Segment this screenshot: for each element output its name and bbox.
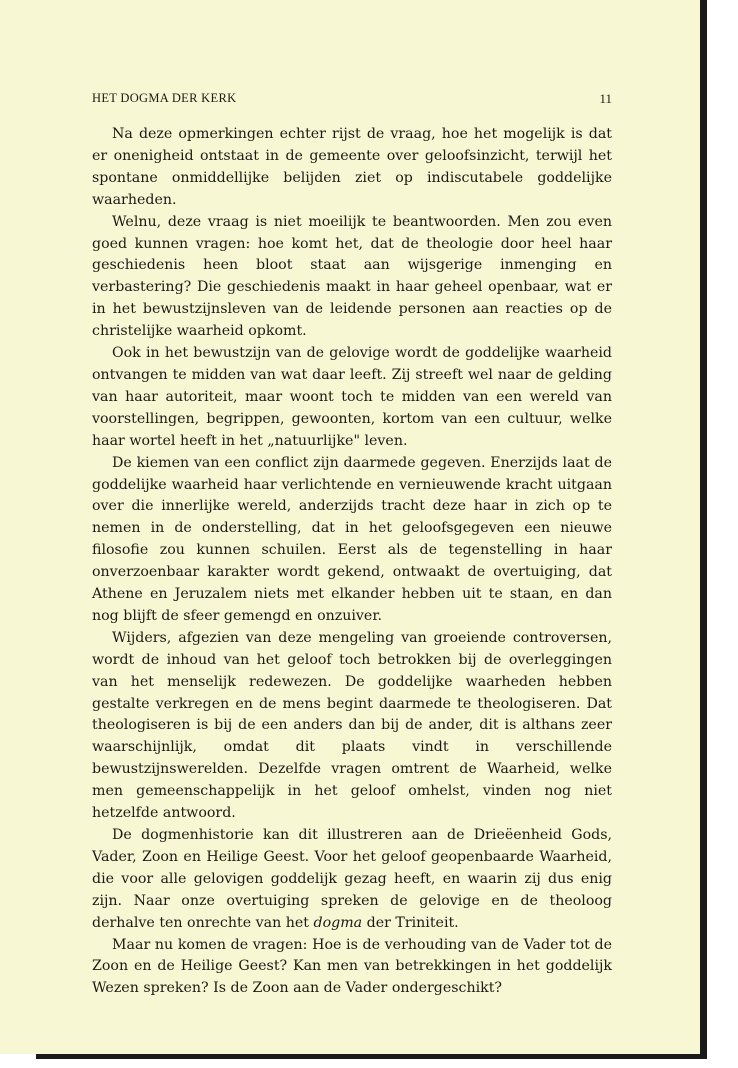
paragraph: Wijders, afgezien van deze mengeling van groeiende controversen, wordt de inhoud van het geloof toch betrokken bij de overleggingen van het menselijk redewezen. De goddelijke waarheden hebben gestalte verkregen en de mens begint daarmede te theologiseren. Dat theologiseren is bij de een anders dan bij de ander, dit is althans zeer waarschijnlijk, omdat dit plaats vindt in verschillende bewustzijnswerelden. Dezelfde vragen omtrent de Waarheid, welke men gemeenschappelijk in het geloof omhelst, vinden nog niet hetzelfde antwoord. (92, 629, 612, 822)
paragraph: Ook in het bewustzijn van de gelovige wordt de goddelijke waarheid ontvangen te midden van wat daar leeft. Zij streeft wel naar de gelding van haar autoriteit, maar woont toch te midden van een wereld van voorstellingen, begrippen, gewoonten, kortom van een cultuur, welke haar wortel heeft in het „natuurlijke" leven. (92, 345, 612, 449)
paragraph-trinity (92, 825, 612, 935)
paragraph: Maar nu komen de vragen: Hoe is de verhouding van de Vader tot de Zoon en de Heilige Geest? Kan men van betrekkingen in het goddelijk Wezen spreken? Is de Zoon aan de Vader ondergeschikt? (92, 936, 612, 997)
scan-right-edge (700, 0, 738, 1068)
paragraph: De kiemen van een conflict zijn daarmede gegeven. Enerzijds laat de goddelijke waarheid haar verlichtende en vernieuwende kracht uitgaan over die innerlijke wereld, anderzijds tracht deze haar in zich op te nemen in de onderstelling, dat in het geloofsgegeven een nieuwe filosofie zou kunnen schuilen. Eerst als de tegenstelling in haar onverzoenbaar karakter wordt gekend, ontwaakt de overtuiging, dat Athene en Jeruzalem niets met elkander hebben uit te staan, en dan nog blijft de sfeer gemengd en onzuiver. (92, 454, 612, 624)
body-text (92, 124, 612, 1000)
page-number: 11 (599, 91, 612, 106)
paragraph-trinity-end: der Triniteit. (362, 914, 459, 931)
paragraph: Na deze opmerkingen echter rijst de vraag, hoe het mogelijk is dat er onenigheid ontstaat in de gemeente over geloofsinzicht, terwijl het spontane onmiddellijke belijden ziet op indiscutabele goddelijke waarheden. (92, 126, 612, 208)
running-title: HET DOGMA DER KERK (92, 91, 237, 105)
paragraph: Welnu, deze vraag is niet moeilijk te beantwoorden. Men zou even goed kunnen vragen: hoe komt het, dat de theologie door heel haar geschiedenis heen bloot staat aan wijsgerige inmenging en verbastering? Die geschiedenis maakt in haar geheel openbaar, wat er in het bewustzijnsleven van de leidende personen aan reacties op de christelijke waarheid opkomt. (92, 213, 612, 340)
page-header (92, 91, 612, 111)
paragraph-trinity-text: De dogmenhistorie kan dit illustreren aan de Drieëenheid Gods, Vader, Zoon en Heilige Geest. Voor het geloof geopenbaarde Waarheid, die voor alle gelovigen goddelijk gezag heeft, en waarin zij dus enig zijn. Naar onze overtuiging spreken de gelovige en de theoloog derhalve ten onrechte van het (92, 827, 612, 931)
scan-bottom-edge (0, 1054, 707, 1068)
emphasis-dogma: dogma (313, 914, 363, 931)
